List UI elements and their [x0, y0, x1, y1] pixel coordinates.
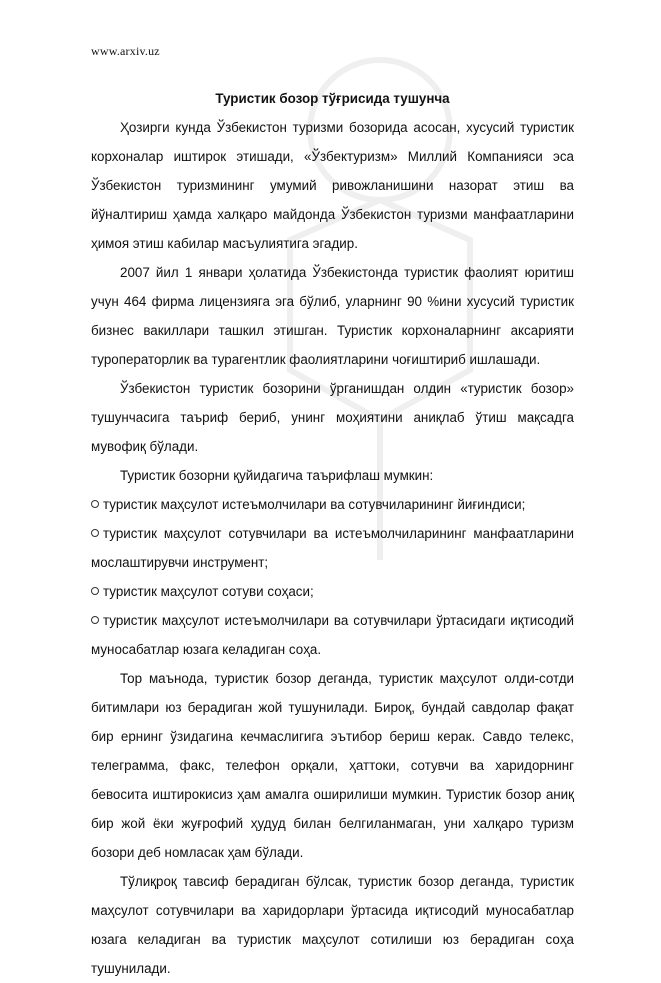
bullet-item-4	[91, 606, 574, 664]
bullet-text: туристик маҳсулот сотуви соҳаси;	[103, 584, 314, 599]
bullet-text: туристик маҳсулот сотувчилари ва истеъмолчиларининг манфаатларини мослаштирувчи инструмент;	[91, 526, 574, 570]
bullet-circle-icon	[91, 587, 99, 595]
bullet-item-1	[91, 490, 574, 519]
header-url: www.arxiv.uz	[91, 44, 160, 58]
bullet-circle-icon	[91, 529, 99, 537]
bullet-text: туристик маҳсулот истеъмолчилари ва сотувчилари ўртасидаги иқтисодий муносабатлар юзага келадиган соҳа.	[91, 613, 574, 657]
paragraph-4: Туристик бозорни қуйидагича таърифлаш мумкин:	[120, 468, 434, 483]
bullet-item-3	[91, 577, 574, 606]
document-title: Туристик бозор тўғрисида тушунча	[215, 91, 450, 106]
paragraph-3: Ўзбекистон туристик бозорини ўрганишдан олдин «туристик бозор» тушунчасига таъриф бериб, унинг моҳиятини аниқлаб ўтиш мақсадга мувофиқ бўлади.	[91, 381, 574, 454]
paragraph-5: Тор маънода, туристик бозор деганда, туристик маҳсулот олди-сотди битимлари юз берадиган жой тушунилади. Бироқ, бундай савдолар фақат бир ернинг ўзидагина кечмаслигига эътибор бериш керак. Савдо телекс, телеграмма, факс, телефон орқали, ҳаттоки, сотувчи ва харидорнинг бевосита иштирокисиз ҳам амалга оширилиши мумкин. Туристик бозор аниқ бир жой ёки жуғрофий ҳудуд билан белгиланмаган, уни халқаро туризм бозори деб номласак ҳам бўлади.	[91, 671, 574, 860]
paragraph-2: 2007 йил 1 январи ҳолатида Ўзбекистонда туристик фаолият юритиш учун 464 фирма лицензияга эга бўлиб, уларнинг 90 %ини хусусий туристик бизнес вакиллари ташкил этишган. Туристик корхоналарнинг аксарияти туроператорлик ва турагентлик фаолиятларини чоғиштириб ишлашади.	[91, 265, 574, 367]
bullet-text: туристик маҳсулот истеъмолчилари ва сотувчиларининг йиғиндиси;	[103, 497, 526, 512]
bullet-circle-icon	[91, 616, 99, 624]
bullet-item-2	[91, 519, 574, 577]
document-body	[91, 84, 574, 983]
bullet-circle-icon	[91, 500, 99, 508]
paragraph-1: Ҳозирги кунда Ўзбекистон туризми бозорида асосан, хусусий туристик корхоналар иштирок этишади, «Ўзбектуризм» Миллий Компанияси эса Ўзбекистон туризмининг умумий ривожланишини назорат этиш ва йўналтириш ҳамда халқаро майдонда Ўзбекистон туризми манфаатларини ҳимоя этиш кабилар масъулиятига эгадир.	[91, 120, 574, 251]
paragraph-6: Тўлиқроқ тавсиф берадиган бўлсак, туристик бозор деганда, туристик маҳсулот сотувчилари ва харидорлари ўртасида иқтисодий муносабатлар юзага келадиган ва туристик маҳсулот сотилиши юз берадиган соҳа тушунилади.	[91, 874, 574, 976]
